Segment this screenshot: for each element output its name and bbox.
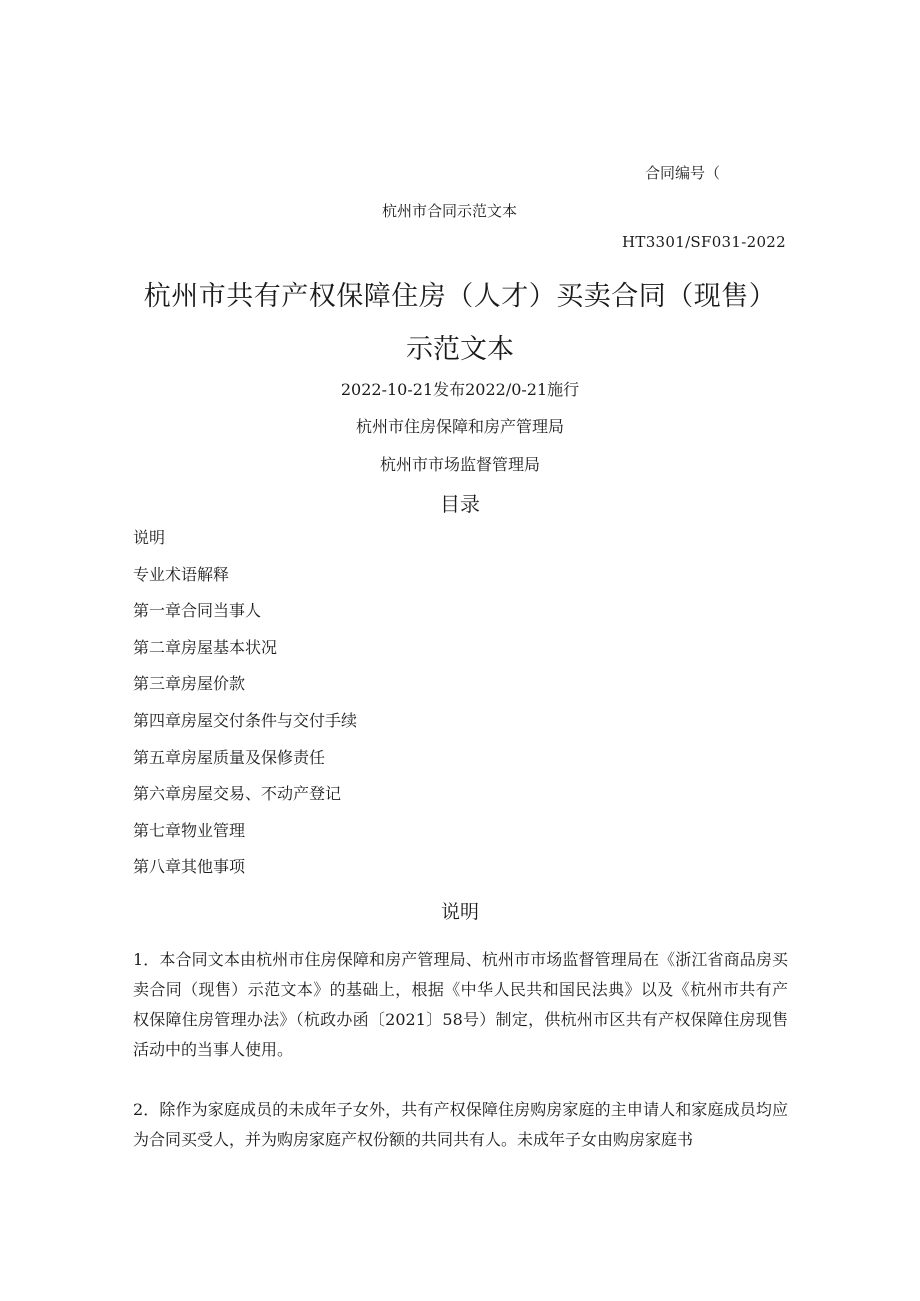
paragraph: 1．本合同文本由杭州市住房保障和房产管理局、杭州市市场监督管理局在《浙江省商品房买卖合同（现售）示范文本》的基础上，根据《中华人民共和国民法典》以及《杭州市共有产权保障住房管理办法》（杭政办函〔2021〕58号）制定，供杭州市区共有产权保障住房现售活动中的当事人使用。 (133, 950, 788, 1059)
toc-item: 第二章房屋基本状况 (133, 637, 278, 657)
toc-item: 第八章其他事项 (133, 857, 246, 877)
table-of-contents (133, 527, 357, 893)
document-subtitle: 示范文本 (406, 334, 514, 365)
sample-text-label: 杭州市合同示范文本 (382, 202, 518, 220)
contract-number-label: 合同编号（ (645, 164, 721, 182)
toc-title: 目录 (440, 492, 480, 516)
issuer-housing-bureau: 杭州市住房保障和房产管理局 (355, 417, 564, 436)
section-title: 说明 (440, 901, 479, 923)
issuer-market-bureau: 杭州市市场监督管理局 (379, 455, 540, 474)
document-code: HT3301/SF031-2022 (622, 233, 786, 251)
toc-item: 第五章房屋质量及保修责任 (133, 747, 326, 767)
toc-item: 说明 (133, 528, 166, 547)
toc-item: 第六章房屋交易、不动产登记 (133, 784, 342, 804)
publish-dates: 2022-10-21发布2022/0-21施行 (340, 380, 580, 399)
toc-item: 第一章合同当事人 (133, 601, 262, 621)
toc-item: 第四章房屋交付条件与交付手续 (133, 710, 358, 730)
paragraph: 2．除作为家庭成员的未成年子女外，共有产权保障住房购房家庭的主申请人和家庭成员均应为合同买受人，并为购房家庭产权份额的共同共有人。未成年子女由购房家庭书 (133, 1100, 788, 1149)
toc-item: 第三章房屋价款 (133, 674, 246, 694)
toc-item: 专业术语解释 (133, 564, 230, 584)
document-title: 杭州市共有产权保障住房（人才）买卖合同（现售） (143, 281, 777, 312)
toc-item: 第七章物业管理 (133, 820, 246, 840)
